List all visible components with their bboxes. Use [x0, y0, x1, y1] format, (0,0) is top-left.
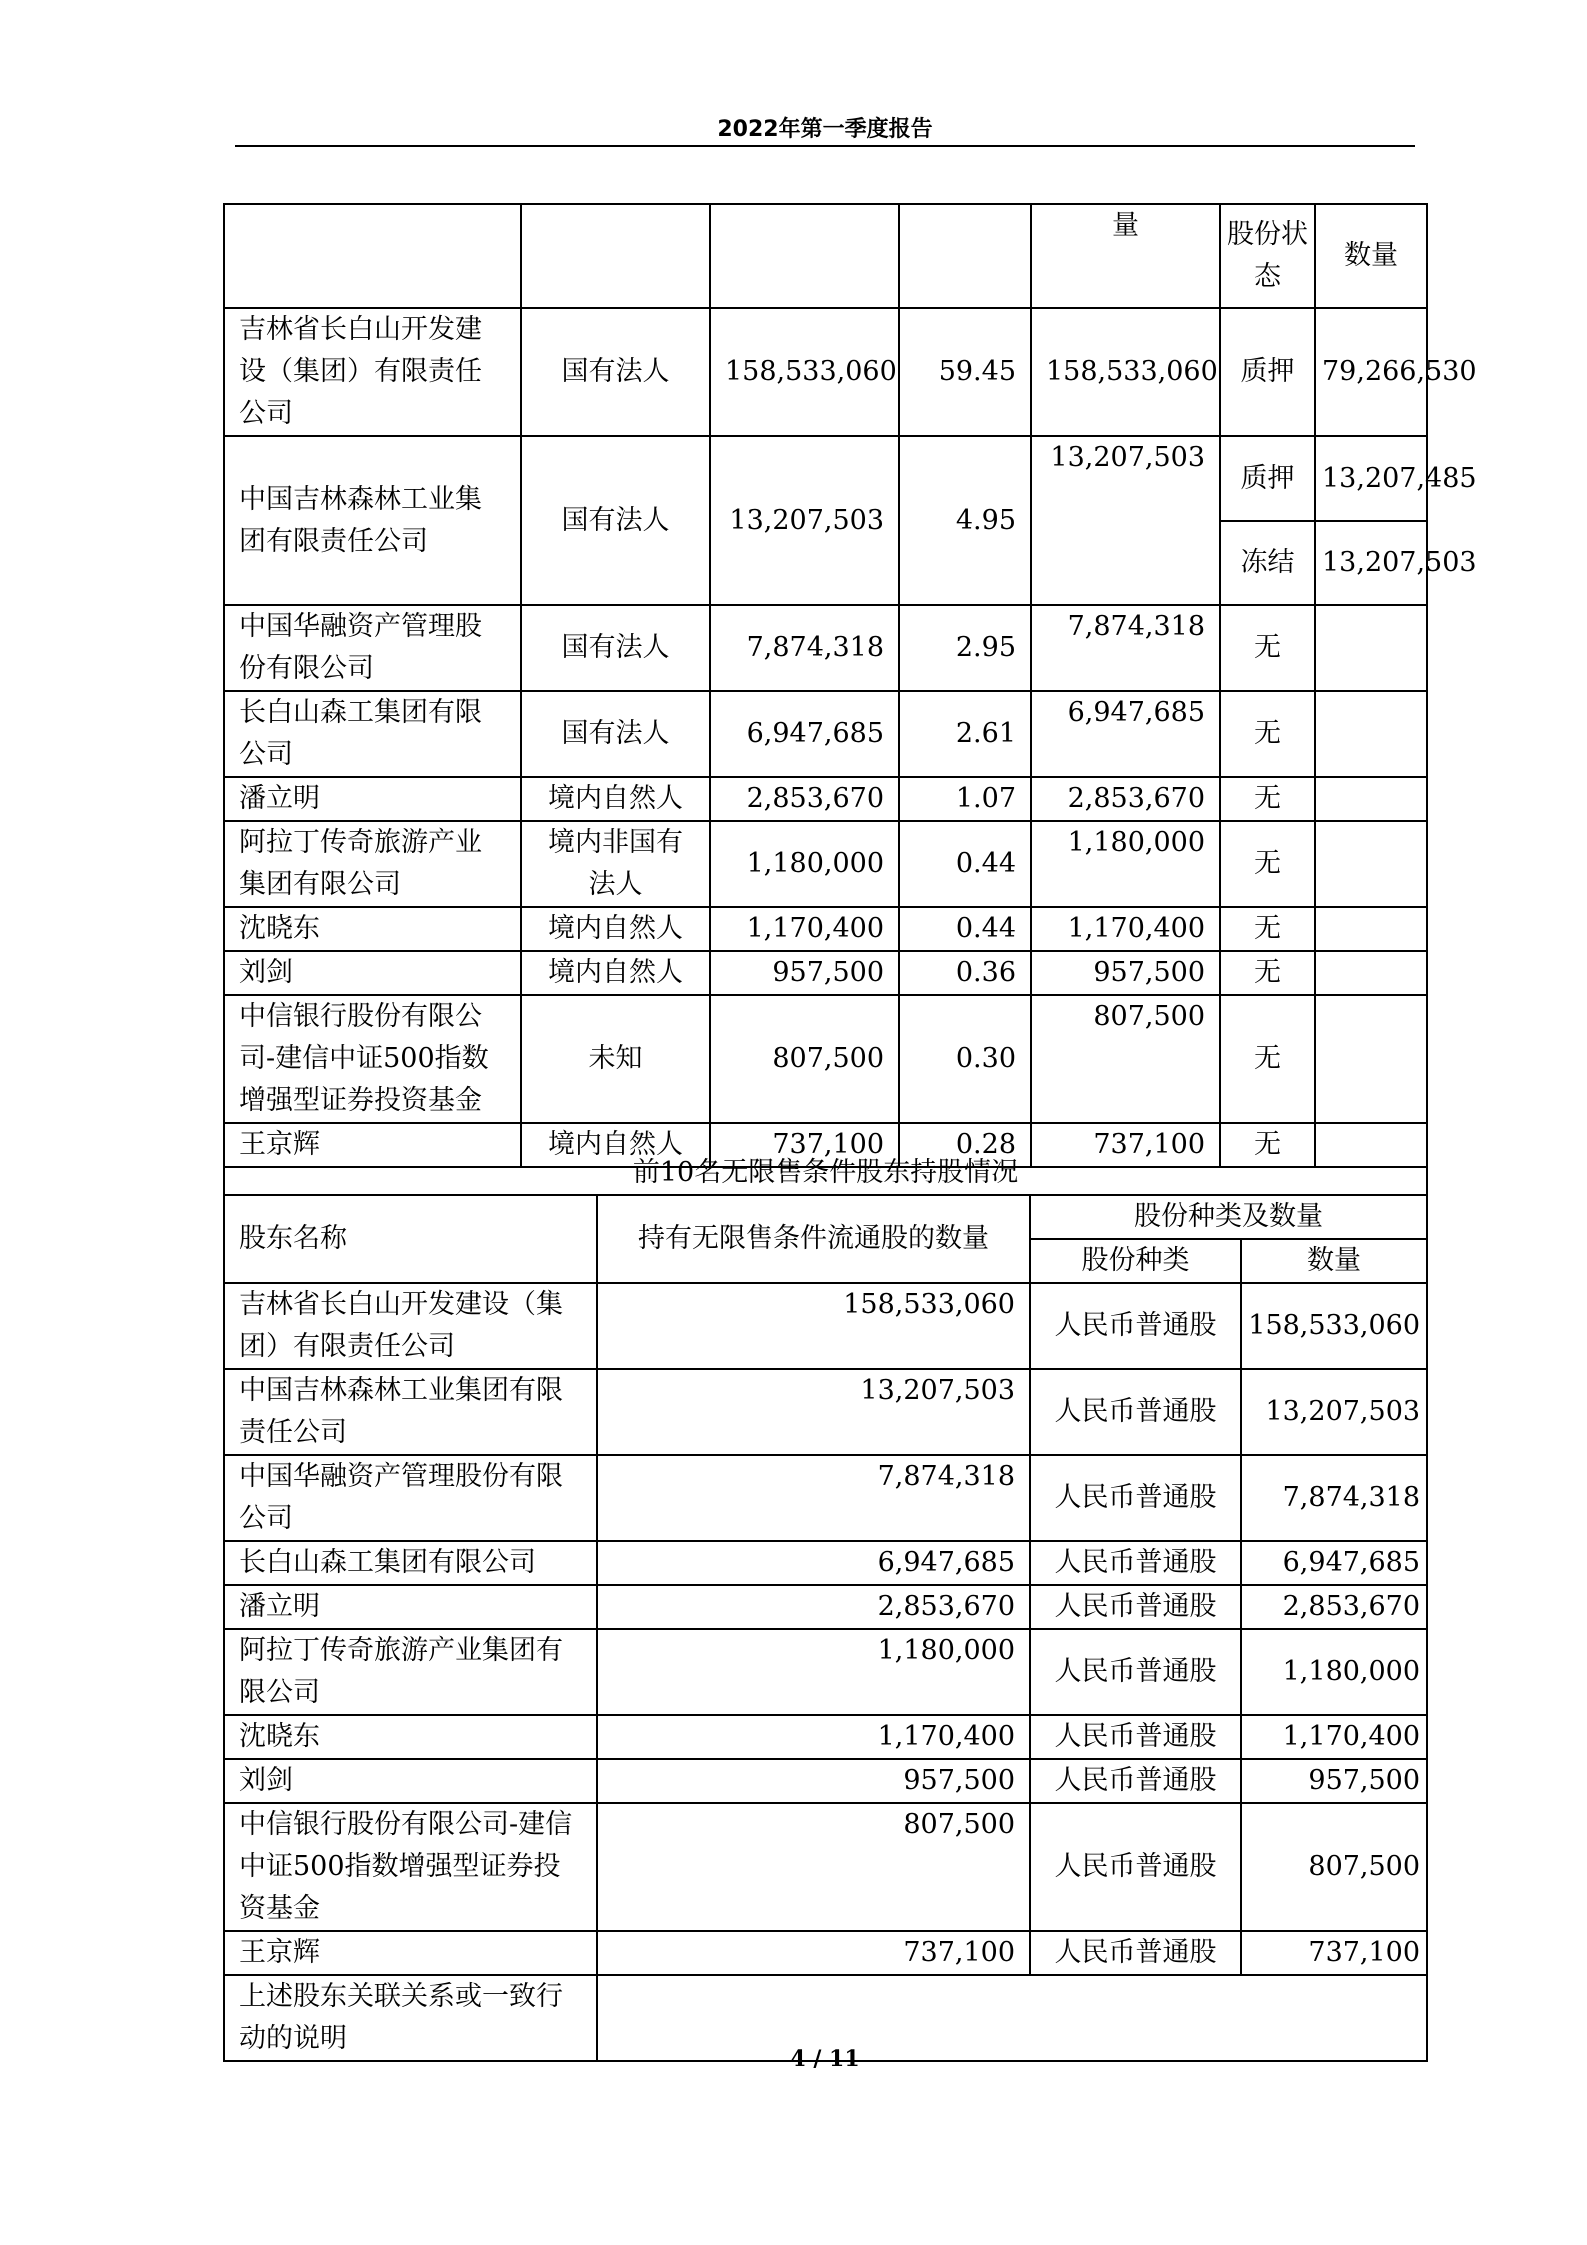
pledged-quantity: 13,207,485	[1315, 436, 1427, 521]
holding-ratio: 2.95	[899, 605, 1031, 691]
shareholder-nature: 国有法人	[521, 691, 710, 777]
quantity-header: 数量	[1315, 204, 1427, 308]
table-row	[224, 308, 1427, 436]
share-qty: 158,533,060	[1241, 1283, 1427, 1369]
share-type: 人民币普通股	[1030, 1455, 1241, 1541]
shareholder-nature: 境内非国有法人	[521, 821, 710, 907]
header-rule	[235, 145, 1415, 147]
share-qty: 1,180,000	[1241, 1629, 1427, 1715]
qty-header: 数量	[1241, 1239, 1427, 1283]
unrestricted-shareholders-table	[223, 1152, 1428, 2062]
holding-ratio: 1.07	[899, 777, 1031, 821]
pledged-quantity: 79,266,530	[1315, 308, 1427, 436]
table-row	[224, 1759, 1427, 1803]
restricted-shares: 7,874,318	[1031, 605, 1220, 691]
tradable-shares: 2,853,670	[597, 1585, 1030, 1629]
share-status: 质押	[1220, 308, 1315, 436]
share-type: 人民币普通股	[1030, 1803, 1241, 1931]
table-row	[224, 605, 1427, 691]
restricted-header-tail: 量	[1031, 204, 1220, 308]
share-qty: 1,170,400	[1241, 1715, 1427, 1759]
holding-ratio: 0.28	[899, 1123, 1031, 1167]
tradable-shares: 737,100	[597, 1931, 1030, 1975]
share-status: 无	[1220, 907, 1315, 951]
holding-ratio: 0.44	[899, 821, 1031, 907]
shareholder-nature: 境内自然人	[521, 951, 710, 995]
holding-ratio: 0.36	[899, 951, 1031, 995]
share-qty: 13,207,503	[1241, 1369, 1427, 1455]
shareholder-name: 沈晓东	[224, 1715, 597, 1759]
restricted-shares: 737,100	[1031, 1123, 1220, 1167]
table-row	[224, 1585, 1427, 1629]
share-qty: 737,100	[1241, 1931, 1427, 1975]
shareholder-name: 中信银行股份有限公司-建信中证500指数增强型证券投资基金	[224, 995, 521, 1123]
tradable-shares: 807,500	[597, 1803, 1030, 1931]
relation-label: 上述股东关联关系或一致行动的说明	[224, 1975, 597, 2061]
page-number: 4 / 11	[790, 2046, 860, 2072]
shares-held: 737,100	[710, 1123, 899, 1167]
table-row	[224, 777, 1427, 821]
restricted-shares: 957,500	[1031, 951, 1220, 995]
shareholder-name: 刘剑	[224, 951, 521, 995]
shares-held: 13,207,503	[710, 436, 899, 605]
table-header-row	[224, 1195, 1427, 1239]
shareholder-name: 吉林省长白山开发建设（集团）有限责任公司	[224, 308, 521, 436]
share-type: 人民币普通股	[1030, 1369, 1241, 1455]
restricted-shares: 13,207,503	[1031, 436, 1220, 605]
share-type: 人民币普通股	[1030, 1629, 1241, 1715]
table-row	[224, 907, 1427, 951]
shareholder-name: 中国华融资产管理股份有限公司	[224, 605, 521, 691]
holding-ratio: 4.95	[899, 436, 1031, 605]
shareholder-name: 中国吉林森林工业集团有限责任公司	[224, 436, 521, 605]
shares-held: 807,500	[710, 995, 899, 1123]
shareholder-nature: 境内自然人	[521, 777, 710, 821]
shares-held: 1,180,000	[710, 821, 899, 907]
tradable-shares: 158,533,060	[597, 1283, 1030, 1369]
top-shareholders-table	[223, 203, 1477, 1168]
table-row	[224, 691, 1427, 777]
shares-held: 7,874,318	[710, 605, 899, 691]
shares-held: 957,500	[710, 951, 899, 995]
share-status: 无	[1220, 605, 1315, 691]
type-header: 股份种类	[1030, 1239, 1241, 1283]
share-status: 无	[1220, 821, 1315, 907]
shareholder-name: 沈晓东	[224, 907, 521, 951]
share-status-header: 股份状态	[1220, 204, 1315, 308]
share-qty: 7,874,318	[1241, 1455, 1427, 1541]
share-type: 人民币普通股	[1030, 1283, 1241, 1369]
section-title-row	[224, 1152, 1427, 1195]
table-row	[224, 821, 1427, 907]
section-title: 前10名无限售条件股东持股情况	[224, 1152, 1427, 1195]
shareholder-name: 王京辉	[224, 1123, 521, 1167]
share-status: 冻结	[1220, 521, 1315, 605]
shareholder-name: 中国吉林森林工业集团有限责任公司	[224, 1369, 597, 1455]
holding-ratio: 2.61	[899, 691, 1031, 777]
table-row	[224, 1931, 1427, 1975]
share-qty: 6,947,685	[1241, 1541, 1427, 1585]
tradable-shares: 13,207,503	[597, 1369, 1030, 1455]
restricted-shares: 1,180,000	[1031, 821, 1220, 907]
table-row	[224, 1715, 1427, 1759]
restricted-shares: 1,170,400	[1031, 907, 1220, 951]
share-status: 无	[1220, 951, 1315, 995]
shareholder-name: 阿拉丁传奇旅游产业集团有限公司	[224, 821, 521, 907]
tradable-shares: 1,170,400	[597, 1715, 1030, 1759]
table-row	[224, 1283, 1427, 1369]
shareholder-nature: 未知	[521, 995, 710, 1123]
restricted-shares: 158,533,060	[1031, 308, 1220, 436]
table-row	[224, 1455, 1427, 1541]
table-row	[224, 951, 1427, 995]
share-status: 无	[1220, 995, 1315, 1123]
table-row	[224, 1541, 1427, 1585]
shareholder-name: 阿拉丁传奇旅游产业集团有限公司	[224, 1629, 597, 1715]
table-row	[224, 1629, 1427, 1715]
share-type: 人民币普通股	[1030, 1541, 1241, 1585]
share-qty: 957,500	[1241, 1759, 1427, 1803]
shareholder-nature: 国有法人	[521, 605, 710, 691]
shares-held: 158,533,060	[710, 308, 899, 436]
shareholder-name: 中国华融资产管理股份有限公司	[224, 1455, 597, 1541]
shares-held: 1,170,400	[710, 907, 899, 951]
share-status: 无	[1220, 691, 1315, 777]
table-header-row	[224, 204, 1427, 308]
shareholder-nature: 国有法人	[521, 308, 710, 436]
restricted-shares: 807,500	[1031, 995, 1220, 1123]
shareholder-name: 中信银行股份有限公司-建信中证500指数增强型证券投资基金	[224, 1803, 597, 1931]
share-status: 质押	[1220, 436, 1315, 521]
tradable-shares: 7,874,318	[597, 1455, 1030, 1541]
shareholder-name: 吉林省长白山开发建设（集团）有限责任公司	[224, 1283, 597, 1369]
shareholder-name: 潘立明	[224, 1585, 597, 1629]
table-row	[224, 436, 1427, 521]
frozen-quantity: 13,207,503	[1315, 521, 1427, 605]
name-header: 股东名称	[224, 1195, 597, 1283]
tradable-shares: 957,500	[597, 1759, 1030, 1803]
shareholder-nature: 国有法人	[521, 436, 710, 605]
shareholder-nature: 境内自然人	[521, 1123, 710, 1167]
share-type: 人民币普通股	[1030, 1759, 1241, 1803]
type-and-qty-header: 股份种类及数量	[1030, 1195, 1427, 1239]
share-qty: 2,853,670	[1241, 1585, 1427, 1629]
shareholder-name: 长白山森工集团有限公司	[224, 1541, 597, 1585]
share-status: 无	[1220, 1123, 1315, 1167]
share-qty: 807,500	[1241, 1803, 1427, 1931]
share-type: 人民币普通股	[1030, 1585, 1241, 1629]
table-row	[224, 1803, 1427, 1931]
tradable-shares: 1,180,000	[597, 1629, 1030, 1715]
tradable-shares-header: 持有无限售条件流通股的数量	[597, 1195, 1030, 1283]
shares-held: 2,853,670	[710, 777, 899, 821]
holding-ratio: 59.45	[899, 308, 1031, 436]
shareholder-name: 王京辉	[224, 1931, 597, 1975]
restricted-shares: 2,853,670	[1031, 777, 1220, 821]
shares-held: 6,947,685	[710, 691, 899, 777]
holding-ratio: 0.44	[899, 907, 1031, 951]
shareholder-nature: 境内自然人	[521, 907, 710, 951]
share-status: 无	[1220, 777, 1315, 821]
shareholder-name: 刘剑	[224, 1759, 597, 1803]
shareholder-name: 潘立明	[224, 777, 521, 821]
page-header: 2022年第一季度报告	[717, 117, 933, 142]
table-row	[224, 995, 1427, 1123]
table-row	[224, 1369, 1427, 1455]
share-type: 人民币普通股	[1030, 1715, 1241, 1759]
share-type: 人民币普通股	[1030, 1931, 1241, 1975]
holding-ratio: 0.30	[899, 995, 1031, 1123]
restricted-shares: 6,947,685	[1031, 691, 1220, 777]
shareholder-name: 长白山森工集团有限公司	[224, 691, 521, 777]
tradable-shares: 6,947,685	[597, 1541, 1030, 1585]
